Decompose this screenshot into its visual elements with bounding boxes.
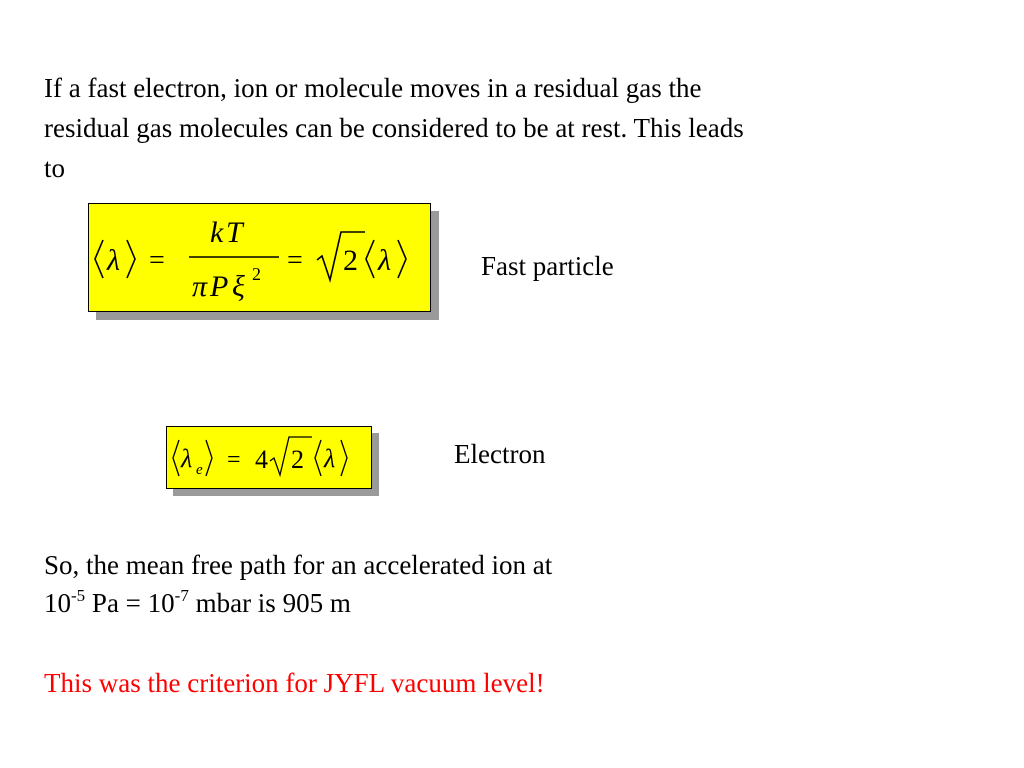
criterion-text: This was the criterion for JYFL vacuum level! [44,668,545,698]
formula-box [88,203,431,312]
rhs-lambda: λ [324,444,336,473]
exponent-minus-7: -7 [174,586,189,605]
exponent-minus-5: -5 [71,586,86,605]
denominator-xi: ξ [232,270,245,303]
angle-bracket-left-rhs [315,440,321,476]
intro-line-2: residual gas molecules can be considered to be at rest. This leads [44,113,744,143]
formula-box [166,426,372,489]
sqrt-arg-2: 2 [291,445,304,474]
pressure-middle: Pa = 10 [85,588,175,618]
angle-bracket-right-rhs [341,440,347,476]
equals-1: = [149,245,165,276]
numerator-k: k [210,216,224,249]
pressure-base-1: 10 [44,588,71,618]
equals: = [227,447,241,473]
rhs-lambda: λ [378,244,391,277]
lhs-lambda: λ [107,244,120,277]
angle-bracket-right [206,440,212,476]
angle-bracket-right-rhs [398,240,406,278]
exponent-2: 2 [252,264,261,284]
conclusion-paragraph [44,546,552,622]
fast-formula-svg [89,204,432,313]
angle-bracket-left-rhs [366,240,374,278]
denominator-P: P [210,270,229,303]
lhs-lambda: λ [181,444,193,473]
intro-paragraph [44,68,944,188]
subscript-e: e [196,462,203,478]
conclusion-line-2 [44,584,552,622]
equals-2: = [287,245,303,276]
coef-4: 4 [255,445,268,474]
electron-formula-svg [167,427,373,490]
fast-particle-formula [88,203,440,321]
sqrt-arg-2: 2 [343,244,358,277]
electron-label: Electron [454,439,546,469]
denominator-pi: π [192,270,208,303]
intro-line-1: If a fast electron, ion or molecule moves in a residual gas the [44,73,702,103]
electron-formula [166,426,380,497]
intro-line-3: to [44,153,66,183]
conclusion-line-1: So, the mean free path for an accelerated ion at [44,550,553,580]
numerator-T: T [226,216,243,249]
angle-bracket-left [95,240,103,278]
angle-bracket-left [173,440,179,476]
angle-bracket-right [127,240,135,278]
pressure-tail: mbar is 905 m [188,588,351,618]
fast-particle-label: Fast particle [481,251,614,281]
